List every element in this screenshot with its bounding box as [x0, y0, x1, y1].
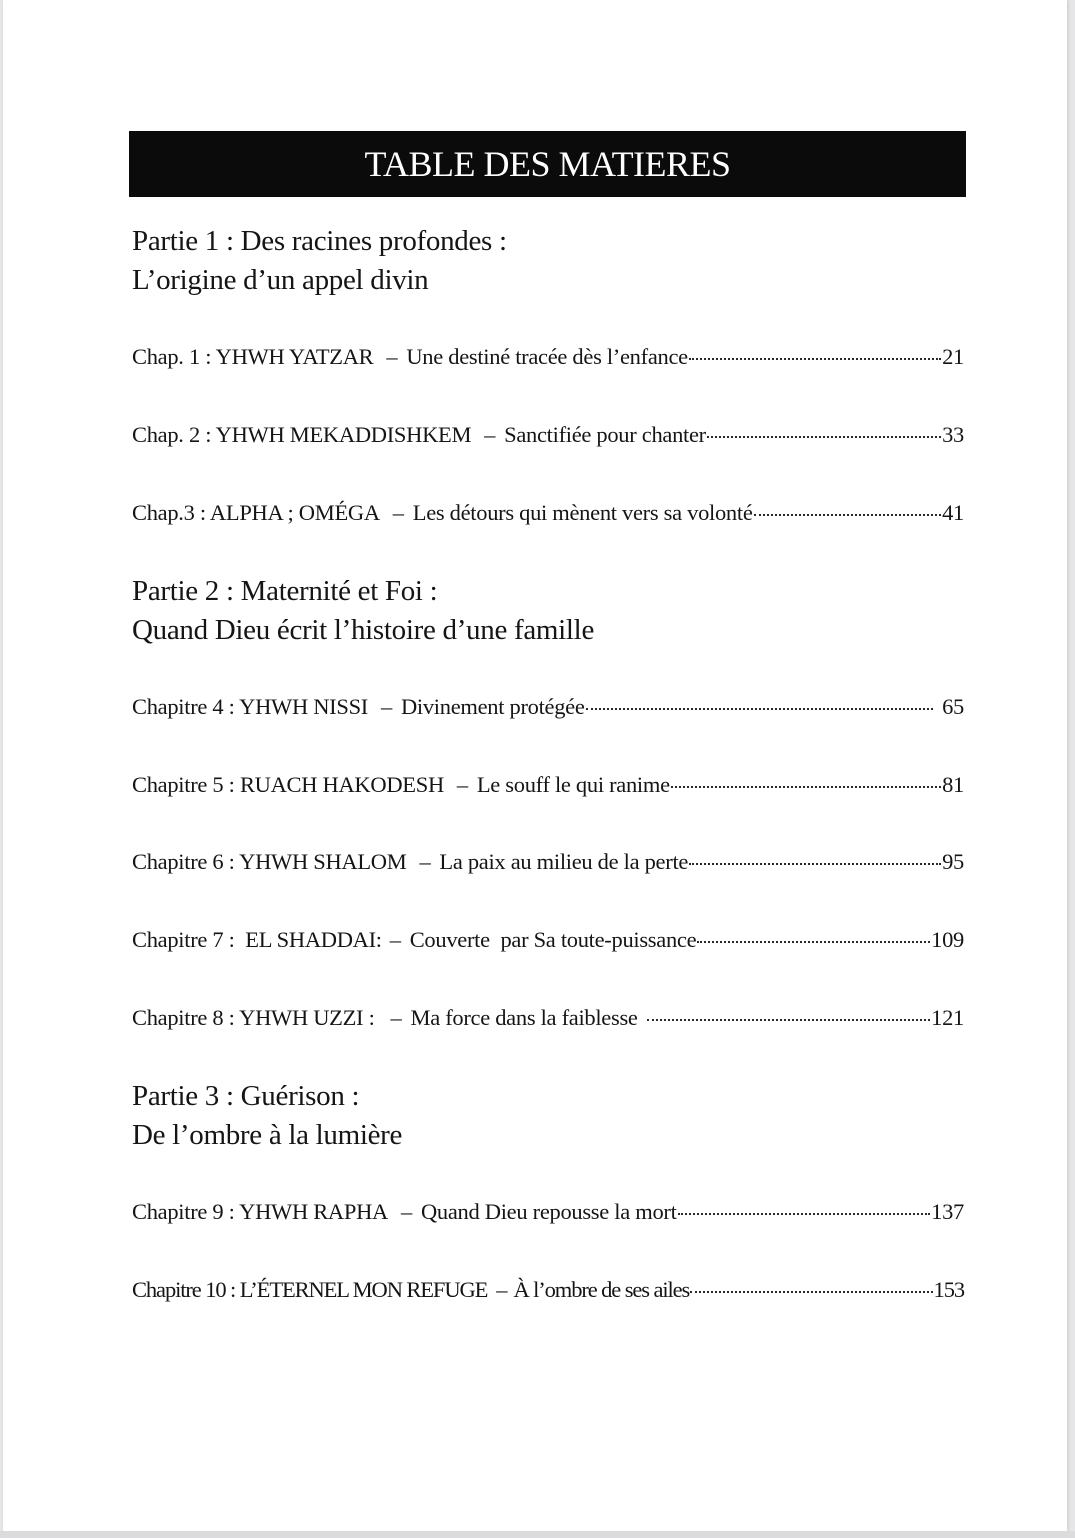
chapter-code: Chapitre 9 : YHWH RAPHA — [132, 1199, 388, 1224]
page-number: 65 — [942, 694, 964, 719]
separator-dash: – — [484, 422, 496, 447]
separator-dash: – — [456, 772, 468, 797]
dot-leader — [697, 940, 930, 943]
part-subtitle: Quand Dieu écrit l’histoire d’une famille — [132, 614, 595, 646]
document-page — [3, 0, 1067, 1531]
dot-leader — [647, 1018, 931, 1021]
chapter-title: Une destiné tracée dès l’enfance — [406, 344, 688, 369]
chapter-title: La paix au milieu de la perte — [439, 849, 689, 874]
dot-leader — [671, 785, 941, 788]
page-number: 121 — [931, 1005, 964, 1030]
toc-entry-chapter-1[interactable] — [132, 344, 964, 374]
chapter-title: Divinement protégée — [400, 694, 585, 719]
part-heading-3 — [132, 1077, 402, 1155]
dot-leader — [689, 862, 941, 865]
page-number: 21 — [942, 344, 964, 369]
part-title: Partie 2 : Maternité et Foi : — [132, 575, 438, 607]
chapter-title: Les détours qui mènent vers sa volonté — [412, 500, 753, 525]
part-heading-1 — [132, 222, 507, 300]
chapter-code: Chap.3 : ALPHA ; OMÉGA — [132, 500, 380, 525]
page-edge — [0, 1531, 1075, 1538]
chapter-code: Chapitre 5 : RUACH HAKODESH — [132, 772, 444, 797]
separator-dash: – — [496, 1277, 507, 1302]
part-title: Partie 3 : Guérison : — [132, 1080, 360, 1112]
page-number: 41 — [942, 500, 964, 525]
dot-leader — [690, 1290, 932, 1293]
page-number: 137 — [931, 1199, 964, 1224]
page-number: 95 — [942, 849, 964, 874]
separator-dash: – — [390, 1005, 402, 1030]
chapter-code: Chapitre 8 : YHWH UZZI : — [132, 1005, 375, 1030]
page-number: 153 — [933, 1277, 964, 1302]
separator-dash: – — [392, 500, 404, 525]
page-number: 33 — [942, 422, 964, 447]
dot-leader — [678, 1212, 931, 1215]
chapter-code: Chapitre 7 : EL SHADDAI: — [132, 927, 382, 952]
chapter-code: Chap. 2 : YHWH MEKADDISHKEM — [132, 422, 472, 447]
separator-dash: – — [386, 344, 398, 369]
separator-dash: – — [401, 1199, 412, 1224]
toc-entry-chapter-2[interactable] — [132, 422, 964, 452]
part-subtitle: L’origine d’un appel divin — [132, 264, 429, 296]
toc-entry-chapter-7[interactable] — [132, 927, 964, 957]
toc-entry-chapter-10[interactable] — [132, 1277, 964, 1307]
page-number: 81 — [942, 772, 964, 797]
page-number: 109 — [931, 927, 964, 952]
toc-entry-chapter-5[interactable] — [132, 772, 964, 802]
part-title: Partie 1 : Des racines profondes : — [132, 225, 507, 257]
chapter-title: À l’ombre de ses ailes — [513, 1277, 690, 1302]
dot-leader — [707, 435, 941, 438]
dot-leader — [754, 513, 942, 516]
page-title: TABLE DES MATIERES — [364, 144, 731, 184]
toc-entry-chapter-8[interactable] — [132, 1005, 964, 1035]
dot-leader — [689, 357, 941, 360]
title-banner — [129, 131, 966, 197]
toc-entry-chapter-9[interactable] — [132, 1199, 964, 1229]
separator-dash: – — [381, 694, 392, 719]
chapter-code: Chap. 1 : YHWH YATZAR — [132, 344, 374, 369]
toc-entry-chapter-3[interactable] — [132, 500, 964, 530]
part-subtitle: De l’ombre à la lumière — [132, 1119, 403, 1151]
toc-entry-chapter-4[interactable] — [132, 694, 964, 724]
chapter-title: Couverte par Sa toute-puissance — [409, 927, 697, 952]
chapter-code: Chapitre 4 : YHWH NISSI — [132, 694, 368, 719]
separator-dash: – — [419, 849, 431, 874]
chapter-code: Chapitre 10 : L’ÉTERNEL MON REFUGE — [132, 1277, 488, 1302]
chapter-title: Sanctifiée pour chanter — [504, 422, 706, 447]
part-heading-2 — [132, 572, 594, 650]
chapter-code: Chapitre 6 : YHWH SHALOM — [132, 849, 407, 874]
separator-dash: – — [389, 927, 401, 952]
dot-leader — [586, 707, 934, 710]
chapter-title: Le souff le qui ranime — [476, 772, 670, 797]
chapter-title: Quand Dieu repousse la mort — [420, 1199, 677, 1224]
toc-entry-chapter-6[interactable] — [132, 849, 964, 879]
chapter-title: Ma force dans la faiblesse — [410, 1005, 638, 1030]
